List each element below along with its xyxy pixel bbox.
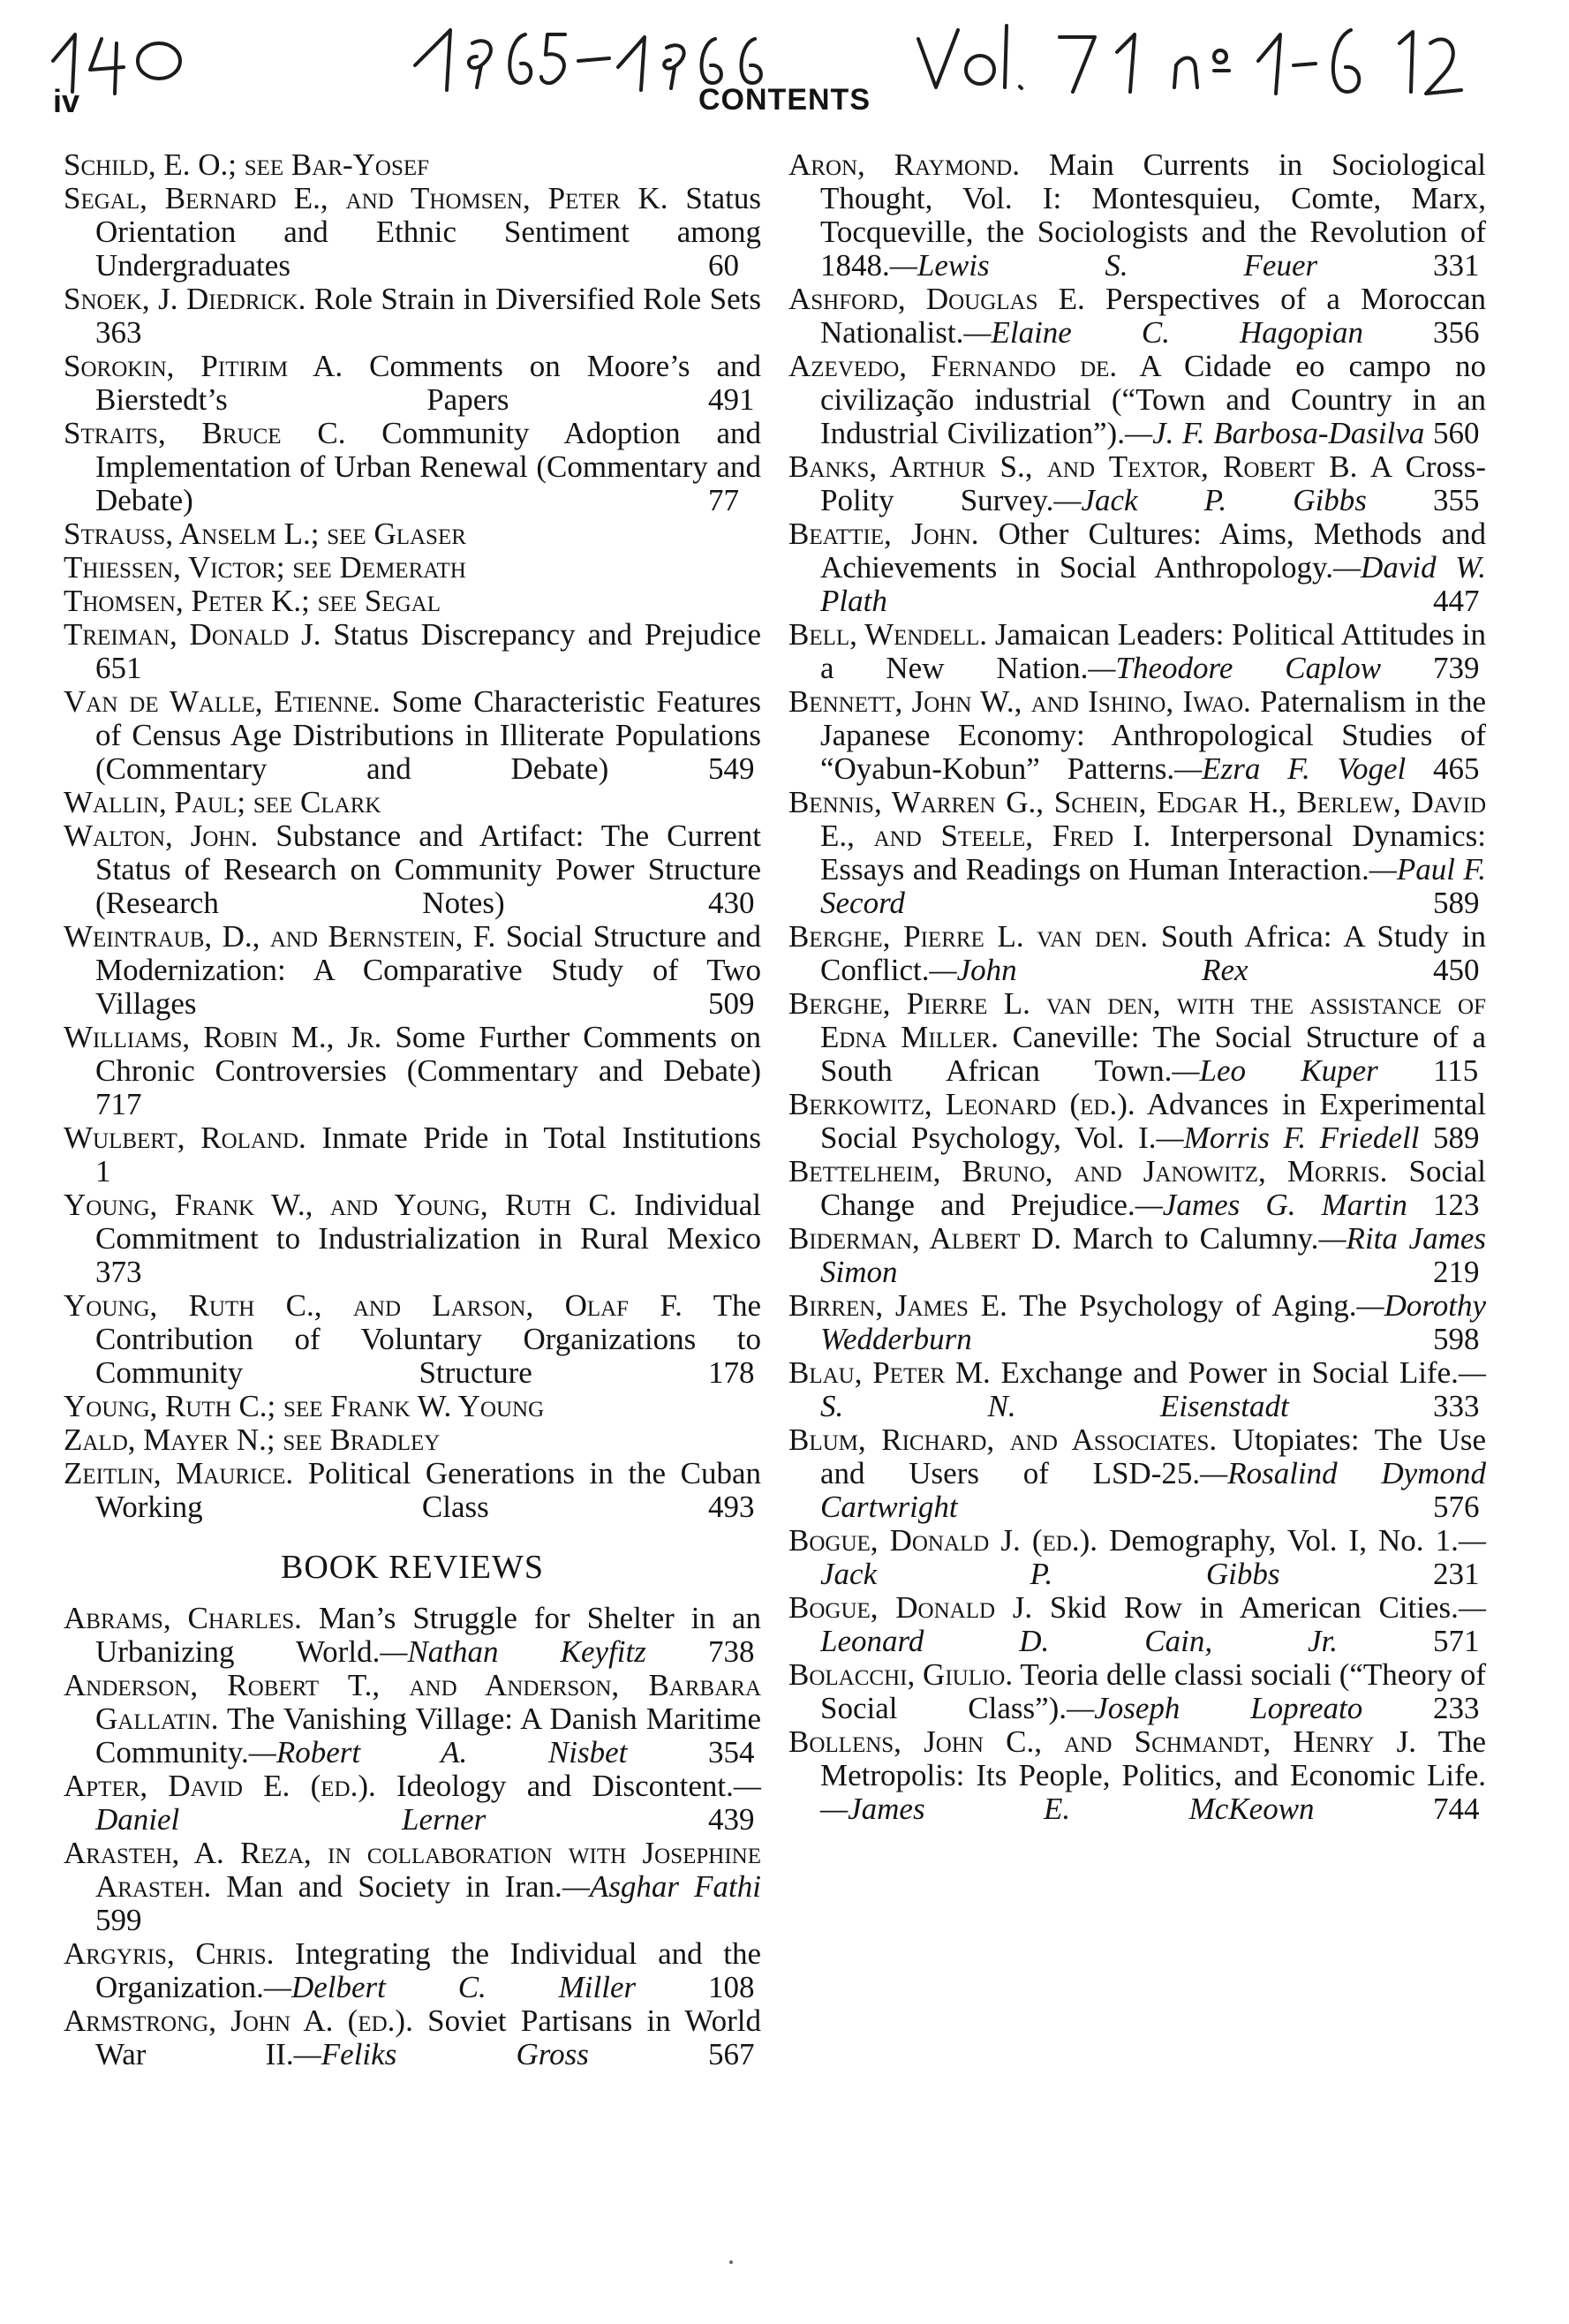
- entry-title: Paternalism in the Japanese Economy: Anthropological Studies of “Oyabun-Kobun” Patterns.: [820, 684, 1486, 786]
- entry-page-number: 356: [1433, 315, 1480, 350]
- entry-title: Interpersonal Dynamics: Essays and Readings on Human Interaction.: [820, 819, 1487, 887]
- entry-reviewer: —Leo Kuper: [1172, 1053, 1378, 1088]
- entry-page-number: 354: [708, 1735, 755, 1769]
- entry-page-number: 738: [708, 1634, 755, 1669]
- entry-author: Berkowitz, Leonard (ed.).: [788, 1087, 1135, 1121]
- entry-page-number: 231: [1433, 1557, 1480, 1591]
- entry-reviewer: —Dorothy Wedderburn: [820, 1288, 1486, 1356]
- entry-reviewer: —Ezra F. Vogel: [1174, 751, 1407, 786]
- review-entry: [788, 450, 1486, 517]
- entry-author: Snoek, J. Diedrick.: [64, 282, 306, 316]
- entry-title: Advances in Experimental Social Psychology, Vol. I.: [820, 1087, 1486, 1155]
- entry-author: Bogue, Donald J. (ed.).: [788, 1523, 1098, 1558]
- entry-title: Inmate Pride in Total Institutions: [321, 1120, 761, 1155]
- entry-author: Bogue, Donald J.: [788, 1590, 1033, 1625]
- entry-author: Young, Frank W., and Young, Ruth C.: [64, 1188, 617, 1222]
- entry-title: Substance and Artifact: The Current Status of Research on Community Power Structure (Research Notes): [95, 819, 762, 920]
- review-entry: [64, 2004, 761, 2071]
- entry-author: Williams, Robin M., Jr.: [64, 1020, 382, 1054]
- review-entry: [64, 1937, 761, 2004]
- review-entry: [788, 618, 1486, 685]
- entry-author: Azevedo, Fernando de.: [788, 349, 1118, 383]
- entry-author: Wulbert, Roland.: [64, 1120, 306, 1155]
- entry-page-number: 567: [708, 2037, 755, 2071]
- entry-page-number: 333: [1433, 1389, 1480, 1423]
- entry-author: Aron, Raymond.: [788, 147, 1020, 182]
- review-entry: [788, 1289, 1486, 1356]
- entry-reviewer: —Asghar Fathi: [562, 1869, 761, 1904]
- entry-reviewer: —Delbert C. Miller: [263, 1970, 637, 2004]
- entry-reviewer: —David W. Plath: [820, 550, 1486, 618]
- entry-title: A Cidade eo campo no civilização industrial (“Town and Country in an Industrial Civilization”).: [820, 349, 1487, 450]
- entry-page-number: 123: [1433, 1188, 1480, 1222]
- entry-page-number: 447: [1433, 584, 1480, 618]
- entry-author: Strauss, Anselm L.; see Glaser: [64, 517, 466, 551]
- entry-page-number: 576: [1433, 1490, 1480, 1524]
- entry-reviewer: —Leonard D. Cain, Jr.: [820, 1590, 1487, 1658]
- article-entry: [64, 1457, 761, 1524]
- entry-author: Bettelheim, Bruno, and Janowitz, Morris.: [788, 1154, 1388, 1188]
- article-index-list: [64, 148, 761, 1524]
- entry-author: Abrams, Charles.: [64, 1601, 302, 1635]
- article-entry: [64, 819, 761, 920]
- entry-title: Teoria delle classi sociali (“Theory of Social Class”).: [820, 1657, 1486, 1725]
- entry-author: Argyris, Chris.: [64, 1936, 275, 1971]
- review-entry: [788, 1356, 1486, 1423]
- article-entry: [64, 350, 761, 417]
- entry-reviewer: —Theodore Caplow: [1088, 651, 1382, 685]
- entry-title: Individual Commitment to Industrialization in Rural Mexico: [95, 1188, 762, 1256]
- entry-title: Role Strain in Diversified Role Sets: [313, 282, 761, 316]
- review-entry: [788, 920, 1486, 987]
- entry-author: Arasteh, A. Reza, in collaboration with Josephine Arasteh.: [64, 1836, 761, 1904]
- entry-author: Ashford, Douglas E.: [788, 282, 1085, 316]
- entry-author: Beattie, John.: [788, 517, 979, 551]
- entry-author: Weintraub, D., and Bernstein, F.: [64, 919, 496, 954]
- entry-page-number: 744: [1433, 1792, 1480, 1826]
- entry-page-number: 491: [708, 382, 755, 417]
- entry-title: Integrating the Individual and the Organization.: [95, 1936, 762, 2004]
- article-entry: [64, 182, 761, 283]
- entry-page-number: 439: [708, 1802, 755, 1837]
- entry-title: The Vanishing Village: A Danish Maritime Community.: [95, 1702, 761, 1769]
- entry-page-number: 219: [1433, 1255, 1480, 1289]
- article-entry: [64, 517, 761, 551]
- entry-title: Caneville: The Social Structure of a South African Town.: [820, 1020, 1487, 1088]
- entry-author: Sorokin, Pitirim A.: [64, 349, 343, 383]
- review-entry: [788, 1155, 1486, 1222]
- entry-title: Exchange and Power in Social Life.: [1000, 1355, 1459, 1390]
- entry-author: Blum, Richard, and Associates.: [788, 1422, 1218, 1457]
- entry-reviewer: —Elaine C. Hagopian: [963, 315, 1363, 350]
- entry-page-number: 571: [1433, 1624, 1480, 1658]
- entry-title: Comments on Moore’s and Bierstedt’s Papers: [95, 349, 761, 417]
- entry-author: Armstrong, John A. (ed.).: [64, 2003, 413, 2038]
- review-entry: [788, 1658, 1486, 1725]
- review-entry: [64, 1669, 761, 1769]
- entry-reviewer: —Paul F. Secord: [820, 852, 1486, 920]
- review-entry: [788, 1725, 1486, 1826]
- entry-author: Van de Walle, Etienne.: [64, 684, 381, 719]
- review-entry: [64, 1602, 761, 1669]
- entry-reviewer: —Rosalind Dymond Cartwright: [820, 1456, 1486, 1524]
- review-entry: [788, 283, 1486, 350]
- entry-author: Bennis, Warren G., Schein, Edgar H., Berlew, David E., and Steele, Fred I.: [788, 785, 1486, 853]
- review-entry: [788, 148, 1486, 283]
- entry-page-number: 108: [708, 1970, 755, 2004]
- review-entry: [788, 685, 1486, 786]
- review-entry: [788, 1591, 1486, 1658]
- entry-reviewer: —S. N. Eisenstadt: [820, 1355, 1486, 1423]
- entry-reviewer: —Morris F. Friedell: [1156, 1120, 1420, 1155]
- article-entry: [64, 685, 761, 786]
- entry-title: Status Orientation and Ethnic Sentiment among Undergraduates: [95, 181, 761, 283]
- entry-reviewer: —Feliks Gross: [293, 2037, 589, 2071]
- review-entry: [788, 1524, 1486, 1591]
- entry-author: Berghe, Pierre L. van den, with the assistance of Edna Miller.: [788, 986, 1486, 1054]
- entry-page-number: 363: [95, 315, 142, 350]
- entry-author: Blau, Peter M.: [788, 1355, 991, 1390]
- review-entry: [788, 786, 1486, 920]
- entry-author: Wallin, Paul; see Clark: [64, 785, 381, 819]
- entry-page-number: 465: [1433, 751, 1480, 786]
- left-column: [64, 148, 761, 2071]
- entry-page-number: 355: [1433, 483, 1480, 517]
- entry-title: Man’s Struggle for Shelter in an Urbanizing World.: [95, 1601, 762, 1669]
- entry-page-number: 493: [708, 1490, 755, 1524]
- entry-page-number: 560: [1433, 416, 1480, 450]
- review-entry: [64, 1837, 761, 1937]
- entry-title: Other Cultures: Aims, Methods and Achievements in Social Anthropology.: [820, 517, 1487, 585]
- entry-page-number: 1: [95, 1154, 111, 1188]
- article-entry: [64, 585, 761, 618]
- review-entry: [788, 517, 1486, 618]
- review-entry: [788, 350, 1486, 450]
- book-review-list-right: [788, 148, 1486, 1826]
- page-folio: iv: [53, 83, 80, 119]
- paper-speck: [729, 2260, 733, 2264]
- entry-title: The Psychology of Aging.: [1018, 1288, 1357, 1323]
- book-review-list-left: [64, 1602, 761, 2071]
- entry-reviewer: —Lewis S. Feuer: [889, 248, 1318, 283]
- entry-page-number: 60: [708, 248, 739, 283]
- article-entry: [64, 1423, 761, 1457]
- entry-title: Social Structure and Modernization: A Comparative Study of Two Villages: [95, 919, 762, 1021]
- article-entry: [64, 283, 761, 350]
- entry-author: Walton, John.: [64, 819, 259, 853]
- article-entry: [64, 920, 761, 1021]
- entry-title: Status Discrepancy and Prejudice: [333, 617, 761, 652]
- review-entry: [64, 1769, 761, 1837]
- review-entry: [788, 1423, 1486, 1524]
- entry-author: Zeitlin, Maurice.: [64, 1456, 294, 1490]
- entry-author: Young, Ruth C.; see Frank W. Young: [64, 1389, 545, 1423]
- entry-page-number: 599: [95, 1903, 142, 1937]
- entry-page-number: 598: [1433, 1322, 1480, 1356]
- entry-author: Anderson, Robert T., and Anderson, Barbara Gallatin.: [64, 1668, 761, 1736]
- entry-reviewer: —J. F. Barbosa-Dasilva: [1124, 416, 1425, 450]
- entry-reviewer: —Daniel Lerner: [95, 1769, 762, 1837]
- entry-author: Straits, Bruce C.: [64, 416, 346, 450]
- entry-title: Some Characteristic Features of Census Age Distributions in Illiterate Populations (Commentary and Debate): [95, 684, 761, 786]
- entry-author: Thiessen, Victor; see Demerath: [64, 550, 466, 585]
- running-title: CONTENTS: [698, 83, 871, 117]
- entry-reviewer: —John Rex: [929, 953, 1248, 987]
- entry-author: Birren, James E.: [788, 1288, 1007, 1323]
- entry-page-number: 233: [1433, 1691, 1480, 1725]
- entry-title: Ideology and Discontent.: [396, 1769, 734, 1803]
- entry-title: Jamaican Leaders: Political Attitudes in a New Nation.: [820, 617, 1486, 685]
- entry-page-number: 589: [1433, 886, 1480, 920]
- entry-title: The Metropolis: Its People, Politics, and Economic Life.: [820, 1724, 1486, 1792]
- entry-author: Apter, David E. (ed.).: [64, 1769, 376, 1803]
- entry-reviewer: —James E. McKeown: [820, 1792, 1315, 1826]
- entry-author: Young, Ruth C., and Larson, Olaf F.: [64, 1288, 683, 1323]
- entry-author: Biderman, Albert D.: [788, 1221, 1062, 1256]
- entry-title: Main Currents in Sociological Thought, Vol. I: Montesquieu, Comte, Marx, Tocqueville, the Sociologists and the Revolution of 1848.: [820, 147, 1487, 283]
- article-entry: [64, 417, 761, 517]
- entry-reviewer: —Robert A. Nisbet: [248, 1735, 628, 1769]
- entry-title: Some Further Comments on Chronic Controversies (Commentary and Debate): [95, 1020, 761, 1088]
- entry-page-number: 739: [1433, 651, 1480, 685]
- entry-title: Man and Society in Iran.: [226, 1869, 562, 1904]
- article-entry: [64, 1390, 761, 1423]
- right-column: [788, 148, 1486, 1826]
- entry-title: Skid Row in American Cities.: [1049, 1590, 1459, 1625]
- entry-author: Schild, E. O.; see Bar-Yosef: [64, 147, 430, 182]
- article-entry: [64, 1121, 761, 1188]
- entry-page-number: 450: [1433, 953, 1480, 987]
- entry-page-number: 717: [95, 1087, 142, 1121]
- entry-reviewer: —James G. Martin: [1135, 1188, 1407, 1222]
- entry-author: Segal, Bernard E., and Thomsen, Peter K.: [64, 181, 668, 215]
- entry-page-number: 77: [708, 483, 739, 517]
- entry-page-number: 651: [95, 651, 142, 685]
- entry-author: Bollens, John C., and Schmandt, Henry J.: [788, 1724, 1416, 1759]
- entry-reviewer: —Jack P. Gibbs: [820, 1523, 1486, 1591]
- entry-page-number: 115: [1433, 1053, 1479, 1088]
- entry-reviewer: —Nathan Keyfitz: [380, 1634, 646, 1669]
- entry-title: South Africa: A Study in Conflict.: [820, 919, 1486, 987]
- entry-author: Bennett, John W., and Ishino, Iwao.: [788, 684, 1251, 719]
- entry-page-number: 430: [708, 886, 755, 920]
- entry-reviewer: —Joseph Lopreato: [1067, 1691, 1363, 1725]
- article-entry: [64, 148, 761, 182]
- entry-author: Bell, Wendell.: [788, 617, 988, 652]
- entry-author: Bolacchi, Giulio.: [788, 1657, 1014, 1692]
- entry-title: The Contribution of Voluntary Organizations to Community Structure: [95, 1288, 761, 1390]
- entry-page-number: 509: [708, 986, 755, 1021]
- entry-page-number: 589: [1433, 1120, 1480, 1155]
- review-entry: [788, 1088, 1486, 1155]
- entry-title: Utopiates: The Use and Users of LSD-25.: [820, 1422, 1487, 1490]
- entry-title: Political Generations in the Cuban Working Class: [95, 1456, 762, 1524]
- entry-title: Social Change and Prejudice.: [820, 1154, 1486, 1222]
- article-entry: [64, 618, 761, 685]
- entry-title: Soviet Partisans in World War II.: [95, 2003, 762, 2071]
- entry-reviewer: —Rita James Simon: [820, 1221, 1487, 1289]
- entry-page-number: 178: [708, 1355, 755, 1390]
- entry-page-number: 331: [1433, 248, 1480, 283]
- article-entry: [64, 551, 761, 585]
- entry-author: Berghe, Pierre L. van den.: [788, 919, 1149, 954]
- article-entry: [64, 786, 761, 819]
- entry-author: Banks, Arthur S., and Textor, Robert B.: [788, 449, 1358, 484]
- page-header: [0, 83, 1569, 127]
- entry-page-number: 549: [708, 751, 755, 786]
- entry-author: Thomsen, Peter K.; see Segal: [64, 584, 441, 618]
- article-entry: [64, 1021, 761, 1121]
- review-entry: [788, 987, 1486, 1088]
- book-reviews-heading: BOOK REVIEWS: [280, 1549, 545, 1586]
- entry-author: Zald, Mayer N.; see Bradley: [64, 1422, 441, 1457]
- entry-title: Perspectives of a Moroccan Nationalist.: [820, 282, 1487, 350]
- entry-author: Treiman, Donald J.: [64, 617, 321, 652]
- entry-title: A Cross-Polity Survey.: [820, 449, 1486, 517]
- article-entry: [64, 1188, 761, 1289]
- entry-page-number: 373: [95, 1255, 142, 1289]
- review-entry: [788, 1222, 1486, 1289]
- entry-reviewer: —Jack P. Gibbs: [1053, 483, 1367, 517]
- article-entry: [64, 1289, 761, 1390]
- entry-title: Demography, Vol. I, No. 1.: [1109, 1523, 1459, 1558]
- entry-title: Community Adoption and Implementation of Urban Renewal (Commentary and Debate): [95, 416, 761, 517]
- entry-title: March to Calumny.: [1072, 1221, 1319, 1256]
